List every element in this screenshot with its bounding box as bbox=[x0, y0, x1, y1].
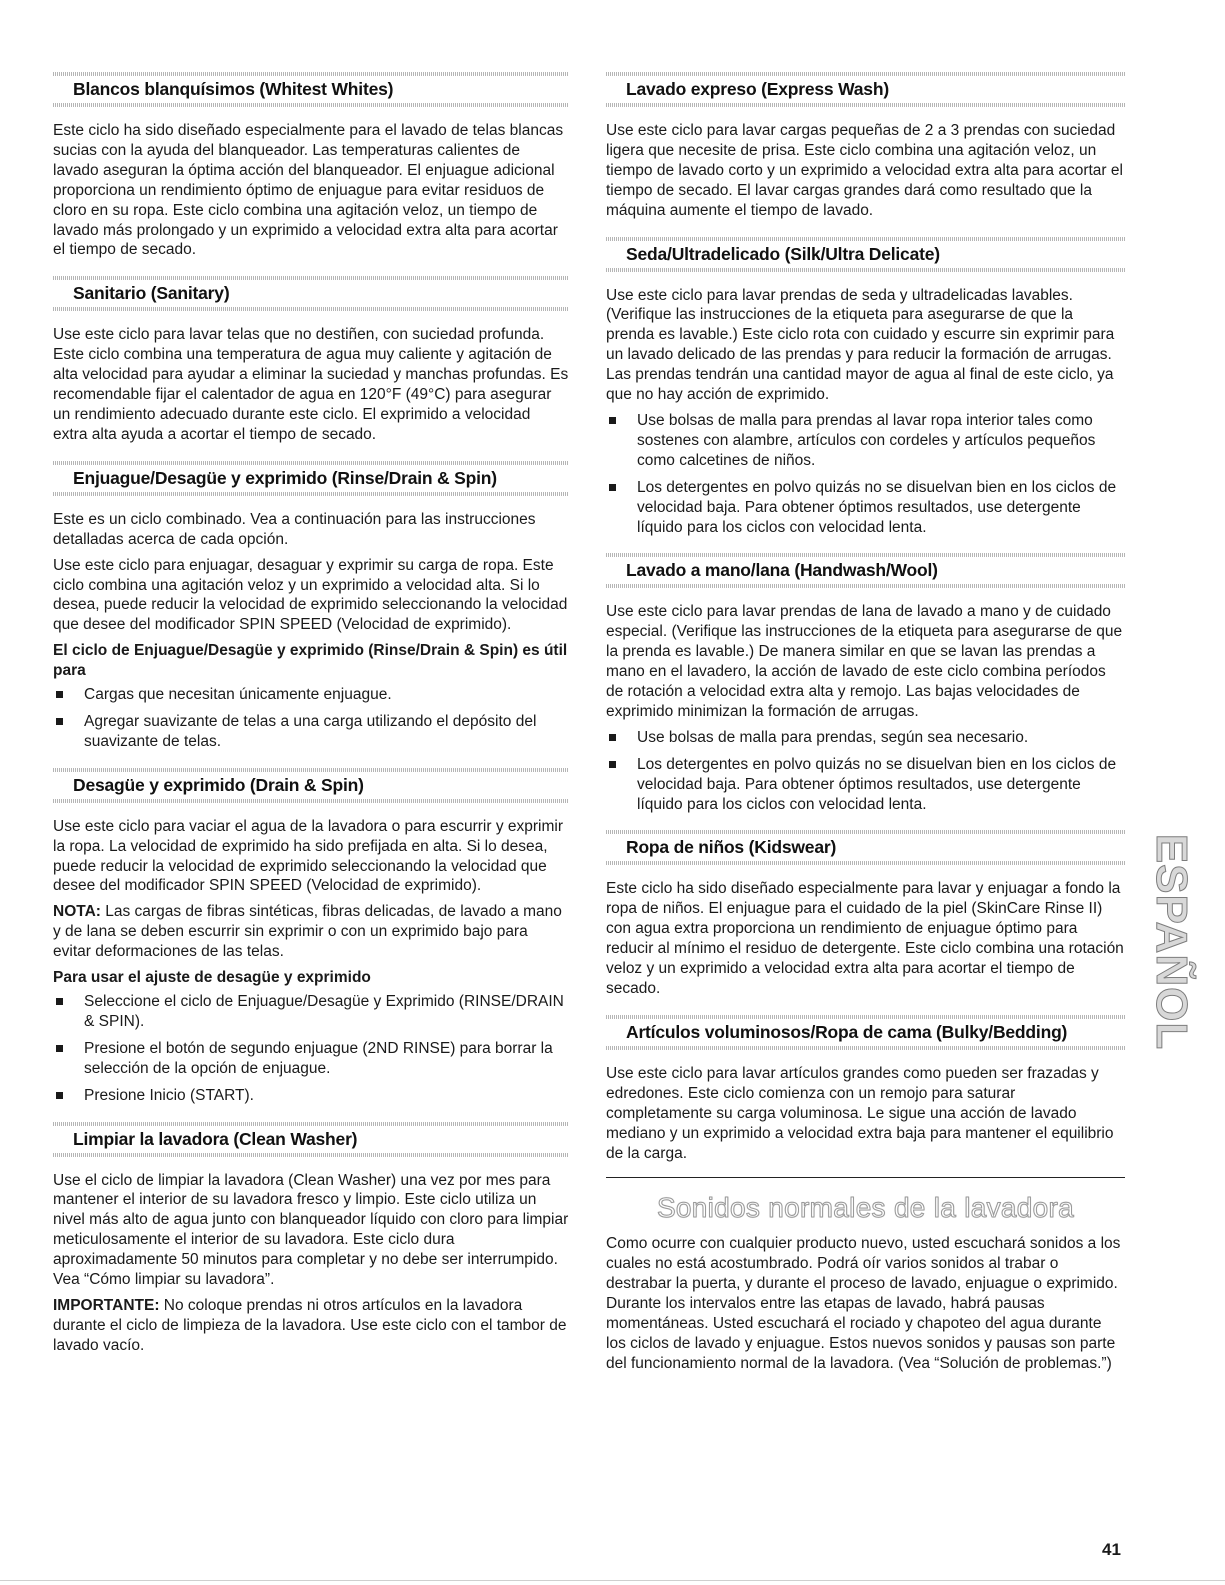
bullet-square-icon bbox=[609, 761, 616, 768]
section-body: Use el ciclo de limpiar la lavadora (Clean Washer) una vez por mes para mantener el interior de su lavadora fresco y limpio. Este ciclo utiliza un nivel más alto de agua junto con blanqueador líquido con cloro para limpiar meticulosamente el interior de su lavadora. Este ciclo dura aproximadamente 50 minutos para completar y no debe ser interrumpido. Vea “Cómo limpiar su lavadora”. bbox=[53, 1171, 569, 1289]
bullet-list bbox=[53, 992, 569, 1106]
list-item-text: Use bolsas de malla para prendas al lavar ropa interior tales como sostenes con alambre, artículos con cordeles y artículos pequeños como calcetines de niños. bbox=[637, 411, 1096, 469]
list-item-text: Use bolsas de malla para prendas, según sea necesario. bbox=[637, 728, 1029, 746]
subheading: El ciclo de Enjuague/Desagüe y exprimido (Rinse/Drain & Spin) es útil para bbox=[53, 642, 568, 680]
list-item bbox=[53, 685, 569, 705]
section-body: Use este ciclo para enjuagar, desaguar y exprimir su carga de ropa. Este ciclo combina una agitación veloz y un exprimido a velocidad alta. Si lo desea, puede reducir la velocidad de exprimido seleccionando la velocidad que desee del modificador SPIN SPEED (Velocidad de exprimido). bbox=[53, 556, 568, 634]
section-heading: Lavado a mano/lana (Handwash/Wool) bbox=[606, 551, 1125, 590]
list-item bbox=[53, 1039, 569, 1079]
bullet-square-icon bbox=[609, 734, 616, 741]
section-handwash bbox=[606, 551, 1125, 814]
sounds-body: Como ocurre con cualquier producto nuevo, usted escuchará sonidos a los cuales no está acostumbrado. Podrá oír varios sonidos al trabar o destrabar la puerta, y durante el proceso de lavado, enjuague o exprimido. Durante los intervalos entre las etapas de lavado, habrá pausas momentáneas. Usted escuchará el rociado y chapoteo del agua durante los ciclos de lavado y enjuague. Estos nuevos sonidos y pausas son parte del funcionamiento normal de la lavadora. (Vea “Solución de problemas.”) bbox=[606, 1235, 1121, 1372]
section-heading: Blancos blanquísimos (Whitest Whites) bbox=[53, 70, 569, 109]
section-kidswear bbox=[606, 828, 1125, 998]
section-heading: Limpiar la lavadora (Clean Washer) bbox=[53, 1120, 569, 1159]
section-body: Use este ciclo para lavar artículos grandes como pueden ser frazadas y edredones. Este ciclo comienza con un remojo para saturar completamente su carga voluminosa. Le sigue una acción de lavado mediano y un exprimido a velocidad extra baja para mantener el equilibrio de la carga. bbox=[606, 1064, 1114, 1162]
section-rinse-drain-spin bbox=[53, 459, 569, 752]
list-item bbox=[53, 1086, 569, 1106]
list-item-text: Los detergentes en polvo quizás no se disuelvan bien en los ciclos de velocidad baja. Para obtener óptimos resultados, use detergente líquido para los ciclos con velocidad lenta. bbox=[637, 478, 1117, 536]
section-express-wash bbox=[606, 70, 1125, 221]
section-sanitary bbox=[53, 274, 569, 444]
language-side-tab bbox=[1147, 822, 1195, 1062]
right-column bbox=[606, 70, 1125, 1380]
left-column bbox=[53, 70, 569, 1370]
section-drain-spin bbox=[53, 766, 569, 1106]
section-body: Use este ciclo para lavar cargas pequeñas de 2 a 3 prendas con suciedad ligera que necesite de prisa. Este ciclo combina una agitación veloz, un tiempo de lavado corto y un exprimido a velocidad extra alta para acortar el tiempo de secado. El lavar cargas grandes dará como resultado que la máquina aumente el tiempo de lavado. bbox=[606, 122, 1123, 219]
section-heading: Enjuague/Desagüe y exprimido (Rinse/Drain & Spin) bbox=[53, 459, 569, 498]
list-item-text: Presione el botón de segundo enjuague (2ND RINSE) para borrar la selección de la opción de enjuague. bbox=[84, 1039, 553, 1077]
list-item-text: Agregar suavizante de telas a una carga utilizando el depósito del suavizante de telas. bbox=[84, 712, 537, 750]
list-item bbox=[53, 712, 569, 752]
section-bulky bbox=[606, 1013, 1125, 1164]
bullet-square-icon bbox=[609, 484, 616, 491]
list-item bbox=[606, 728, 1125, 748]
section-silk bbox=[606, 235, 1125, 538]
important-label: IMPORTANTE: bbox=[53, 1296, 160, 1314]
bullet-square-icon bbox=[56, 1092, 63, 1099]
section-whitest-whites bbox=[53, 70, 569, 260]
note-paragraph bbox=[53, 902, 569, 962]
list-item-text: Seleccione el ciclo de Enjuague/Desagüe y Exprimido (RINSE/DRAIN & SPIN). bbox=[84, 993, 564, 1030]
bullet-list bbox=[606, 728, 1125, 815]
section-body: Este ciclo ha sido diseñado especialmente para lavar y enjuagar a fondo la ropa de niños. El enjuague para el cuidado de la piel (SkinCare Rinse II) con agua extra proporciona un rendimiento de enjuague óptimo para reducir al mínimo el residuo de detergente. Este ciclo combina una rotación veloz y un exprimido a velocidad extra alta para acortar el tiempo de secado. bbox=[606, 880, 1124, 997]
section-body: Use este ciclo para vaciar el agua de la lavadora o para escurrir y exprimir la ropa. La velocidad de exprimido ha sido prefijada en alta. Si lo desea, puede reducir la velocidad de exprimido seleccionando la velocidad que desee del modificador SPIN SPEED (Velocidad de exprimido). bbox=[53, 817, 564, 895]
note-text: Las cargas de fibras sintéticas, fibras delicadas, de lavado a mano y de lana se deben escurrir sin exprimir o con un exprimido bajo para evitar deformaciones de las telas. bbox=[53, 903, 562, 961]
section-clean-washer bbox=[53, 1120, 569, 1356]
section-heading: Sanitario (Sanitary) bbox=[53, 274, 569, 313]
bullet-square-icon bbox=[56, 998, 63, 1005]
list-item-text: Cargas que necesitan únicamente enjuague. bbox=[84, 686, 392, 704]
page-number: 41 bbox=[1102, 1540, 1121, 1559]
bullet-square-icon bbox=[56, 1045, 63, 1052]
section-body: Use este ciclo para lavar telas que no destiñen, con suciedad profunda. Este ciclo combina una temperatura de agua muy caliente y agitación de alta velocidad para ayudar a eliminar la suciedad y manchas profundas. Es recomendable fijar el calentador de agua en 120°F (49°C) para asegurar un rendimiento adecuado durante este ciclo. El exprimido a velocidad extra alta ayuda a acortar el tiempo de secado. bbox=[53, 326, 569, 443]
sounds-title: Sonidos normales de la lavadora bbox=[656, 1192, 1075, 1224]
important-text: No coloque prendas ni otros artículos en la lavadora durante el ciclo de limpieza de la lavadora. Use este ciclo con el tambor de lavado vacío. bbox=[53, 1296, 567, 1354]
section-body: Este es un ciclo combinado. Vea a continuación para las instrucciones detalladas acerca de cada opción. bbox=[53, 510, 536, 548]
page-bottom-divider bbox=[0, 1580, 1225, 1581]
note-label: NOTA: bbox=[53, 903, 101, 921]
list-item bbox=[606, 411, 1125, 471]
bullet-list bbox=[53, 685, 569, 752]
section-body: Use este ciclo para lavar prendas de lana de lavado a mano y de cuidado especial. (Verifique las instrucciones de la etiqueta para asegurarse de que la prenda es lavable.) De manera similar en que se lavan las prendas a mano en el lavadero, la acción de lavado de este ciclo combina períodos de rotación a velocidad extra alta y remojo. Las bajas velocidades de exprimido minimizan la formación de arrugas. bbox=[606, 603, 1123, 720]
bullet-square-icon bbox=[56, 718, 63, 725]
list-item bbox=[606, 478, 1125, 538]
divider bbox=[606, 1177, 1125, 1178]
important-paragraph bbox=[53, 1296, 569, 1356]
section-body: Este ciclo ha sido diseñado especialmente para el lavado de telas blancas sucias con la ayuda del blanqueador. Las temperaturas calientes de lavado aseguran la óptima acción del blanqueador. El enjuague adicional proporciona un rendimiento óptimo de enjuague para evitar residuos de cloro en su ropa. Este ciclo combina una agitación veloz, un tiempo de lavado más prolongado y un exprimido a velocidad extra alta para acortar el tiempo de secado. bbox=[53, 122, 564, 259]
list-item-text: Presione Inicio (START). bbox=[84, 1086, 254, 1104]
bullet-square-icon bbox=[56, 691, 63, 698]
bullet-square-icon bbox=[609, 417, 616, 424]
side-tab-label: ESPAÑOL bbox=[1147, 833, 1196, 1051]
section-heading: Seda/Ultradelicado (Silk/Ultra Delicate) bbox=[606, 235, 1125, 274]
subheading: Para usar el ajuste de desagüe y exprimido bbox=[53, 969, 371, 987]
section-heading: Desagüe y exprimido (Drain & Spin) bbox=[53, 766, 569, 805]
section-heading: Lavado expreso (Express Wash) bbox=[606, 70, 1125, 109]
list-item bbox=[606, 755, 1125, 815]
section-body: Use este ciclo para lavar prendas de seda y ultradelicadas lavables. (Verifique las instrucciones de la etiqueta para asegurarse de que la prenda es lavable.) Este ciclo rota con cuidado y escurre sin exprimir para un lavado delicado de las prendas y para reducir la formación de arrugas. Las prendas tendrán una cantidad mayor de agua al final de este ciclo, ya que no hay acción de exprimido. bbox=[606, 286, 1115, 404]
bullet-list bbox=[606, 411, 1125, 537]
list-item-text: Los detergentes en polvo quizás no se disuelvan bien en los ciclos de velocidad baja. Para obtener óptimos resultados, use detergente líquido para los ciclos con velocidad lenta. bbox=[637, 755, 1117, 813]
section-heading: Ropa de niños (Kidswear) bbox=[606, 828, 1125, 867]
list-item bbox=[53, 992, 569, 1032]
section-heading: Artículos voluminosos/Ropa de cama (Bulky/Bedding) bbox=[606, 1013, 1125, 1052]
